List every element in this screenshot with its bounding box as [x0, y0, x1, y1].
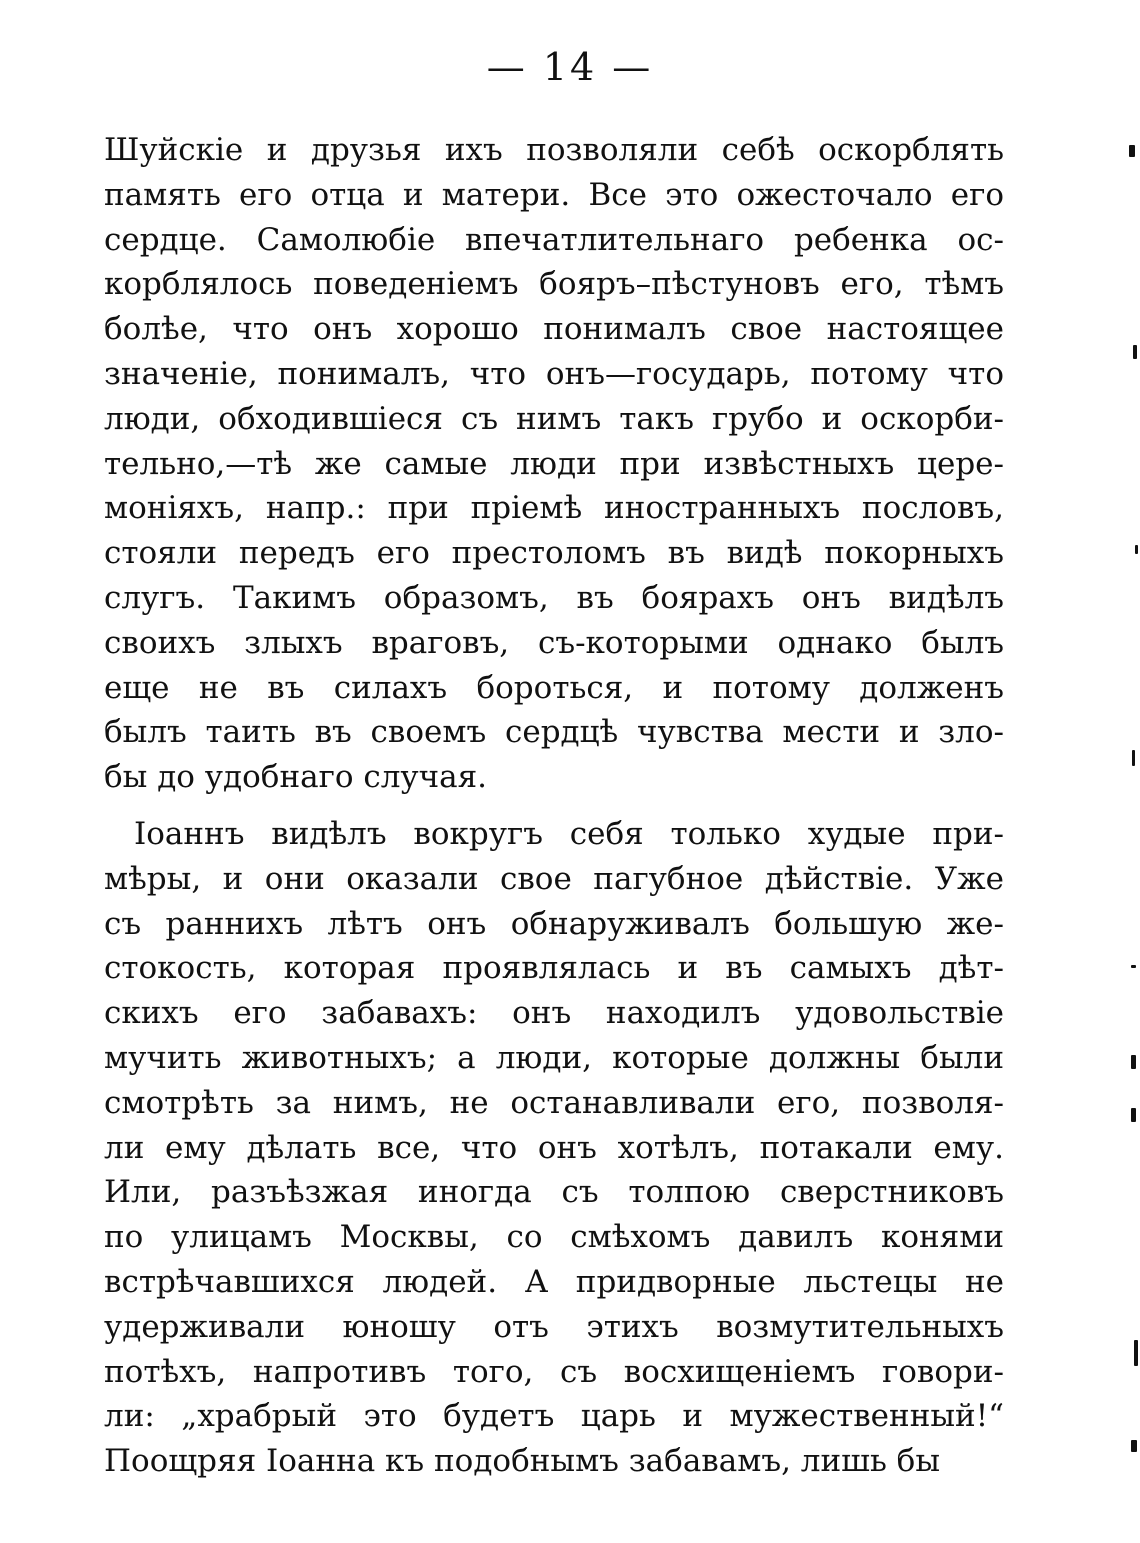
text-line: слугъ. Такимъ образомъ, въ боярахъ онъ видѣлъ	[104, 579, 1004, 616]
scan-artifact	[1131, 1440, 1137, 1452]
text-line: мѣры, и они оказали свое пагубное дѣйствіе. Уже	[104, 860, 1004, 897]
text-line: Или, разъѣзжая иногда съ толпою сверстниковъ	[104, 1174, 1004, 1211]
text-line: сердце. Самолюбіе впечатлительнаго ребенка ос-	[104, 221, 1004, 258]
text-line: съ раннихъ лѣтъ онъ обнаруживалъ большую же-	[104, 905, 1004, 942]
scan-artifact	[1131, 965, 1136, 968]
text-line: значеніе, понималъ, что онъ—государь, потому что	[104, 355, 1004, 392]
text-block	[104, 128, 1004, 1484]
text-line: смотрѣть за нимъ, не останавливали его, позволя-	[104, 1084, 1004, 1121]
scan-artifact	[1131, 1055, 1136, 1069]
text-line: бы до удобнаго случая.	[104, 759, 488, 796]
text-line: былъ таить въ своемъ сердцѣ чувства мести и зло-	[104, 714, 1004, 751]
scan-artifact	[1132, 750, 1135, 766]
scan-artifact	[1129, 145, 1135, 157]
text-line: еще не въ силахъ бороться, и потому долженъ	[104, 669, 1004, 706]
text-line: своихъ злыхъ враговъ, съ-которыми однако былъ	[104, 624, 1004, 661]
text-line: тельно,—тѣ же самые люди при извѣстныхъ цере-	[104, 445, 1004, 482]
text-line: по улицамъ Москвы, со смѣхомъ давилъ конями	[104, 1219, 1004, 1256]
text-line: Іоаннъ видѣлъ вокругъ себя только худые при-	[134, 815, 1004, 852]
text-line: ли: „храбрый это будетъ царь и мужественный!“	[104, 1398, 1004, 1435]
page-number: — 14 —	[486, 45, 654, 89]
scan-artifact	[1133, 345, 1137, 359]
text-line: моніяхъ, напр.: при пріемѣ иностранныхъ пословъ,	[104, 490, 1004, 527]
text-line: потѣхъ, напротивъ того, съ восхищеніемъ говори-	[104, 1353, 1004, 1390]
paragraph-1	[104, 128, 1004, 800]
text-line: корблялось поведеніемъ бояръ–пѣстуновъ его, тѣмъ	[104, 266, 1004, 303]
text-line: встрѣчавшихся людей. А придворные льстецы не	[104, 1263, 1004, 1300]
scan-artifact	[1134, 1340, 1138, 1366]
text-line: удерживали юношу отъ этихъ возмутительныхъ	[104, 1308, 1004, 1345]
text-line: память его отца и матери. Все это ожесточало его	[104, 176, 1004, 213]
text-line: люди, обходившіеся съ нимъ такъ грубо и оскорби-	[104, 400, 1004, 437]
text-line: мучить животныхъ; а люди, которые должны были	[104, 1039, 1004, 1076]
text-line: стояли передъ его престоломъ въ видѣ покорныхъ	[104, 535, 1004, 572]
text-line: стокость, которая проявлялась и въ самыхъ дѣт-	[104, 950, 1004, 987]
paragraph-spacer	[104, 800, 1004, 812]
text-line: болѣе, что онъ хорошо понималъ свое настоящее	[104, 311, 1004, 348]
text-line: скихъ его забавахъ: онъ находилъ удовольствіе	[104, 995, 1004, 1032]
text-line: Поощряя Іоанна къ подобнымъ забавамъ, лишь бы	[104, 1443, 941, 1480]
paragraph-2	[104, 812, 1004, 1484]
text-line: Шуйскіе и друзья ихъ позволяли себѣ оскорблять	[104, 132, 1004, 168]
scan-artifact	[1131, 1108, 1136, 1122]
text-line: ли ему дѣлать все, что онъ хотѣлъ, потакали ему.	[104, 1129, 1004, 1166]
scan-artifact	[1135, 545, 1138, 554]
